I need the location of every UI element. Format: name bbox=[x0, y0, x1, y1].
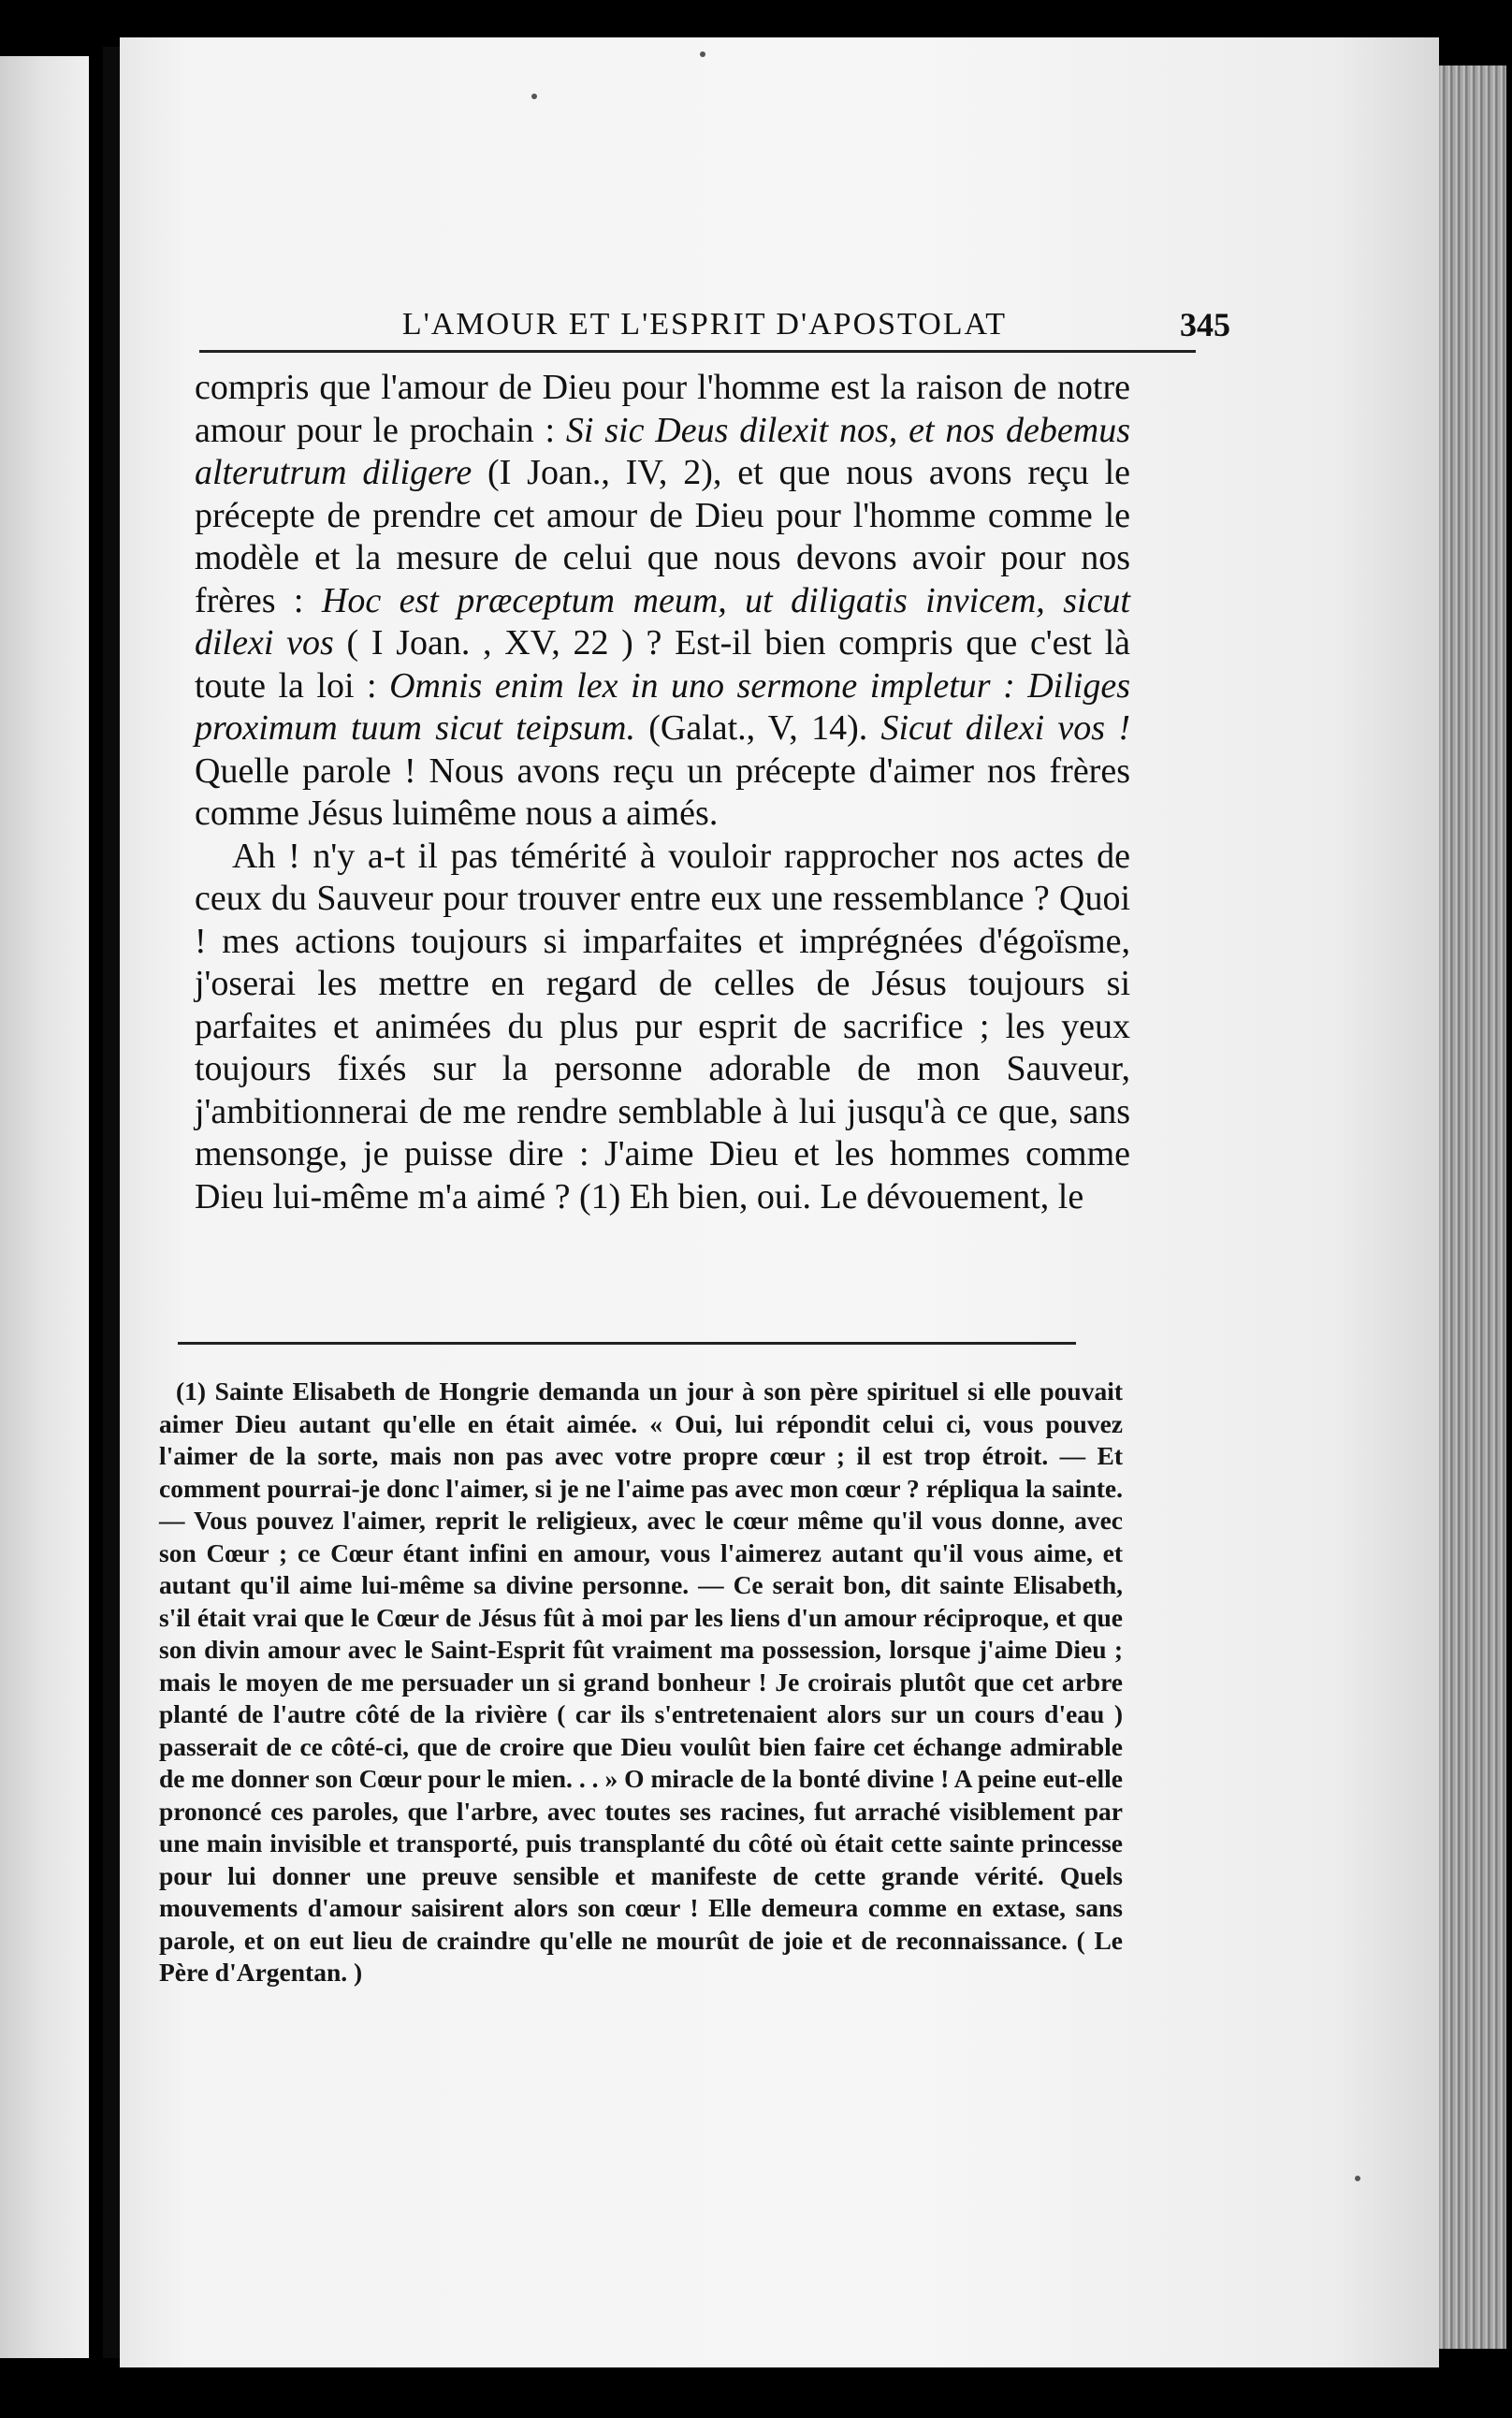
text-span: (I Joan., IV, 2), et que nous avons reçu le précepte de prendre cet amour de Dieu pour l'homme comme le modèle et la mesure de celui que nous devons avoir pour nos frères : bbox=[195, 453, 1130, 620]
text-span: ( I Joan. , XV, 22 ) ? Est-il bien compris que c'est là toute la loi : bbox=[195, 623, 1130, 706]
book-gutter bbox=[103, 47, 120, 2358]
footnote-text: (1) Sainte Elisabeth de Hongrie demanda un jour à son père spirituel si elle pouvait aimer Dieu autant qu'elle en était aimée. « Oui, lui répondit celui ci, vous pouvez l'aimer de la sorte, mais non pas avec votre propre cœur ; il est trop étroit. — Et comment pourrai-je donc l'aimer, si je ne l'aime pas avec mon cœur ? répliqua la sainte. — Vous pouvez l'aimer, reprit le religieux, avec le cœur même qu'il vous donne, avec son Cœur ; ce Cœur étant infini en amour, vous l'aimerez autant qu'il vous aime, et autant qu'il aime lui-même sa divine personne. — Ce serait bon, dit sainte Elisabeth, s'il était vrai que le Cœur de Jésus fût à moi par les liens d'un amour réciproque, et que son divin amour avec le Saint-Esprit fût vraiment ma possession, lorsque j'aime Dieu ; mais le moyen de me persuader un si grand bonheur ! Je croirais plutôt que cet arbre planté de l'autre côté de la rivière ( car ils s'entretenaient alors sur un cours d'eau ) passerait de ce côté-ci, que de croire que Dieu voulût bien faire cet échange admirable de me donner son Cœur pour le mien. . . » O miracle de la bonté divine ! A peine eut-elle prononcé ces paroles, que l'arbre, avec toutes ses racines, fut arraché visiblement par une main invisible et transporté, puis transplanté du côté où était cette sainte princesse pour lui donner une preuve sensible et manifeste de cette grande vérité. Quels mouvements d'amour saisirent alors son cœur ! Elle demeura comme en extase, sans parole, et on eut lieu de craindre qu'elle ne mourût de joie et de reconnaissance. ( Le Père d'Argentan. ) bbox=[159, 1377, 1123, 1987]
latin-quote: Omnis enim lex in uno sermone impletur : Diliges proximum tuum sicut teipsum. bbox=[195, 665, 1131, 748]
text-span: Quelle parole ! Nous avons reçu un précepte d'aimer nos frères comme Jésus luimême nous a aimés. bbox=[195, 750, 1130, 833]
speck-mark bbox=[531, 94, 537, 99]
running-title: L'AMOUR ET L'ESPRIT D'APOSTOLAT bbox=[401, 307, 1008, 342]
main-text bbox=[195, 367, 1130, 1218]
latin-quote: Sicut dilexi vos ! bbox=[880, 708, 1130, 748]
adjacent-page-edge bbox=[0, 56, 89, 2358]
text-span: compris que l'amour de Dieu pour l'homme est la raison de notre amour pour le prochain : bbox=[195, 368, 1130, 450]
book-page bbox=[120, 37, 1439, 2367]
header-rule bbox=[199, 350, 1196, 353]
page-stack-edges bbox=[1439, 66, 1506, 2349]
text-span: (Galat., V, 14). bbox=[634, 708, 881, 748]
footnote-rule bbox=[178, 1342, 1076, 1345]
running-header bbox=[199, 271, 1230, 356]
latin-quote: Si sic Deus dilexit nos, et nos debemus alterutrum diligere bbox=[195, 410, 1130, 492]
speck-mark bbox=[700, 51, 705, 57]
footnote bbox=[159, 1376, 1123, 1989]
paragraph bbox=[195, 367, 1130, 836]
latin-quote: Hoc est præceptum meum, ut diligatis invicem, sicut dilexi vos bbox=[195, 580, 1130, 663]
paragraph: Ah ! n'y a-t il pas témérité à vouloir rapprocher nos actes de ceux du Sauveur pour trouver entre eux une ressemblance ? Quoi ! mes actions toujours si imparfaites et imprégnées d'égoïsme, j'oserai les mettre en regard de celles de Jésus toujours si parfaites et animées du plus pur esprit de sacrifice ; les yeux toujours fixés sur la personne adorable de mon Sauveur, j'ambitionnerai de me rendre semblable à lui jusqu'à ce que, sans mensonge, je puisse dire : J'aime Dieu et les hommes comme Dieu lui-même m'a aimé ? (1) Eh bien, oui. Le dévouement, le bbox=[195, 836, 1130, 1216]
page-number: 345 bbox=[1180, 306, 1230, 343]
speck-mark bbox=[1355, 2176, 1360, 2181]
